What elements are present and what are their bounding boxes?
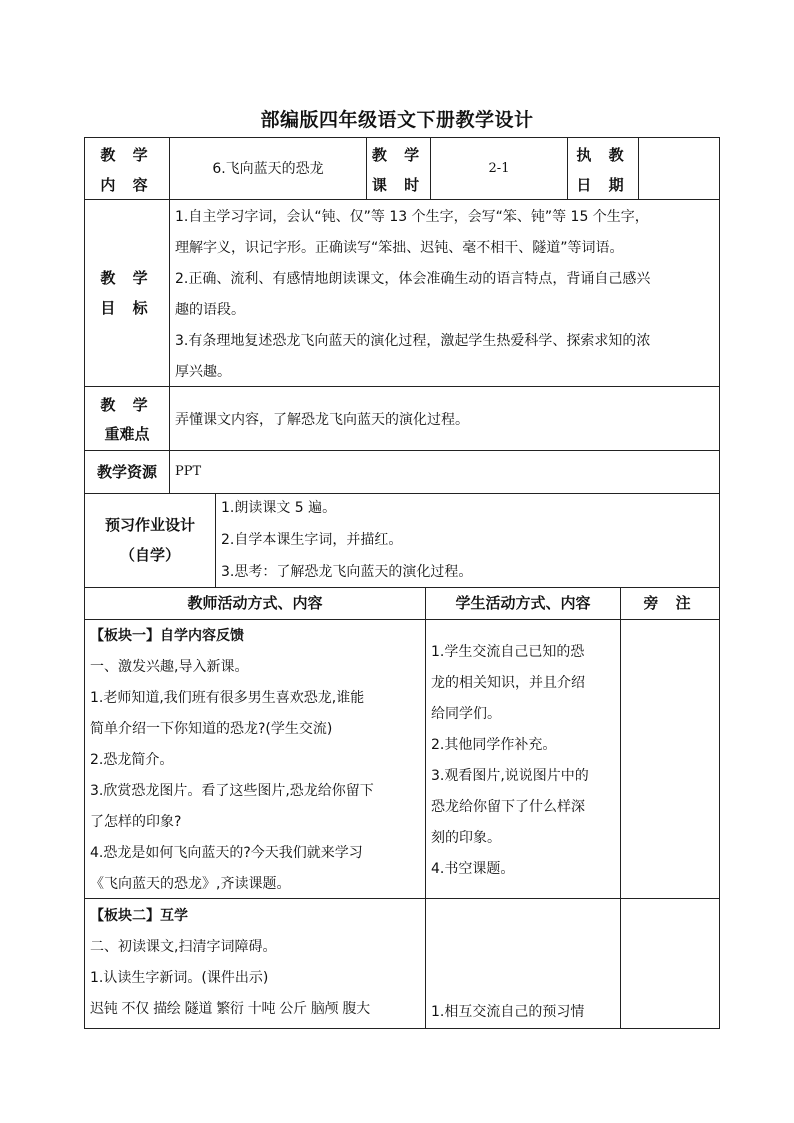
difficulty-label-line1: 教 学: [100, 396, 154, 414]
date-value-cell: [638, 137, 720, 200]
preview-label-cell: [84, 493, 216, 588]
block2-student-line: 1.相互交流自己的预习情: [431, 1004, 585, 1020]
period-label-line2: 课 时: [371, 176, 426, 194]
student-col-header: 学生活动方式、内容: [455, 594, 591, 612]
difficulty-text: 弄懂课文内容，了解恐龙飞向蓝天的演化过程。: [175, 412, 469, 428]
block1-student-line: 刻的印象。: [431, 830, 501, 846]
block1-teacher-line: 4.恐龙是如何飞向蓝天的?今天我们就来学习: [90, 845, 363, 861]
preview-line: 1.朗读课文 5 遍。: [221, 500, 337, 516]
block2-notes-cell: [620, 898, 720, 1029]
goals-line: 趣的语段。: [175, 302, 245, 318]
date-label-line1: 执 教: [576, 146, 630, 164]
resources-text: PPT: [175, 464, 202, 479]
preview-label-line2: （自学）: [119, 546, 180, 564]
block2-heading: 【板块二】互学: [90, 908, 188, 924]
block1-teacher-line: 3.欣赏恐龙图片。看了这些图片,恐龙给你留下: [90, 783, 374, 799]
block1-student-line: 4.书空课题。: [431, 861, 515, 877]
block1-student-line: 1.学生交流自己已知的恐: [431, 644, 585, 660]
block1-teacher-line: 2.恐龙简介。: [90, 752, 174, 768]
goals-line: 理解字义，识记字形。正确读写“笨拙、迟钝、毫不相干、隧道”等词语。: [175, 240, 624, 256]
period-value: 2-1: [488, 161, 510, 176]
block1-student-line: 3.观看图片,说说图片中的: [431, 768, 589, 784]
block1-student-line: 2.其他同学作补充。: [431, 737, 557, 753]
content-label-line2: 内 容: [100, 176, 154, 194]
goals-content-cell: [169, 199, 720, 387]
difficulty-label-line2: 重难点: [104, 425, 150, 443]
block1-teacher-line: 一、激发兴趣,导入新课。: [90, 659, 249, 675]
block1-student-line: 恐龙给你留下了什么样深: [431, 799, 585, 815]
goals-line: 3.有条理地复述恐龙飞向蓝天的演化过程，激起学生热爱科学、探索求知的浓: [175, 333, 651, 349]
block2-teacher-line: 1.认读生字新词。(课件出示): [90, 970, 269, 986]
preview-line: 3.思考：了解恐龙飞向蓝天的演化过程。: [221, 564, 473, 580]
block1-notes-cell: [620, 619, 720, 899]
block2-teacher-line: 二、初读课文,扫清字词障碍。: [90, 939, 277, 955]
resources-content-cell: [169, 450, 720, 494]
block1-student-line: 龙的相关知识，并且介绍: [431, 675, 585, 691]
block1-teacher-line: 了怎样的印象?: [90, 814, 182, 830]
notes-col-header: 旁 注: [643, 594, 697, 612]
teacher-col-header: 教师活动方式、内容: [187, 594, 323, 612]
block2-teacher-line: 迟钝 不仅 描绘 隧道 繁衍 十吨 公斤 脑颅 腹大: [90, 1001, 370, 1017]
goals-line: 1.自主学习字词，会认“钝、仅”等 13 个生字，会写“笨、钝”等 15 个生字，: [175, 209, 649, 225]
preview-line: 2.自学本课生字词，并描红。: [221, 532, 403, 548]
goals-label-cell: [84, 199, 170, 387]
block1-teacher-line: 《飞向蓝天的恐龙》,齐读课题。: [90, 876, 291, 892]
goals-label-line2: 目 标: [100, 299, 154, 317]
content-value: 6.飞向蓝天的恐龙: [212, 161, 324, 177]
block1-teacher-line: 简单介绍一下你知道的恐龙?(学生交流): [90, 721, 333, 737]
date-label-line2: 日 期: [576, 176, 630, 194]
goals-line: 厚兴趣。: [175, 364, 231, 380]
block1-heading: 【板块一】自学内容反馈: [90, 628, 244, 644]
page-title: 部编版四年级语文下册教学设计: [260, 109, 534, 131]
goals-label-line1: 教 学: [100, 269, 154, 287]
resources-label: 教学资源: [96, 463, 157, 481]
content-label-line1: 教 学: [100, 146, 154, 164]
period-label-line1: 教 学: [371, 146, 426, 164]
goals-line: 2.正确、流利、有感情地朗读课文，体会准确生动的语言特点，背诵自己感兴: [175, 271, 651, 287]
block1-teacher-line: 1.老师知道,我们班有很多男生喜欢恐龙,谁能: [90, 690, 365, 706]
block1-student-line: 给同学们。: [431, 706, 501, 722]
preview-label-line1: 预习作业设计: [104, 516, 195, 534]
